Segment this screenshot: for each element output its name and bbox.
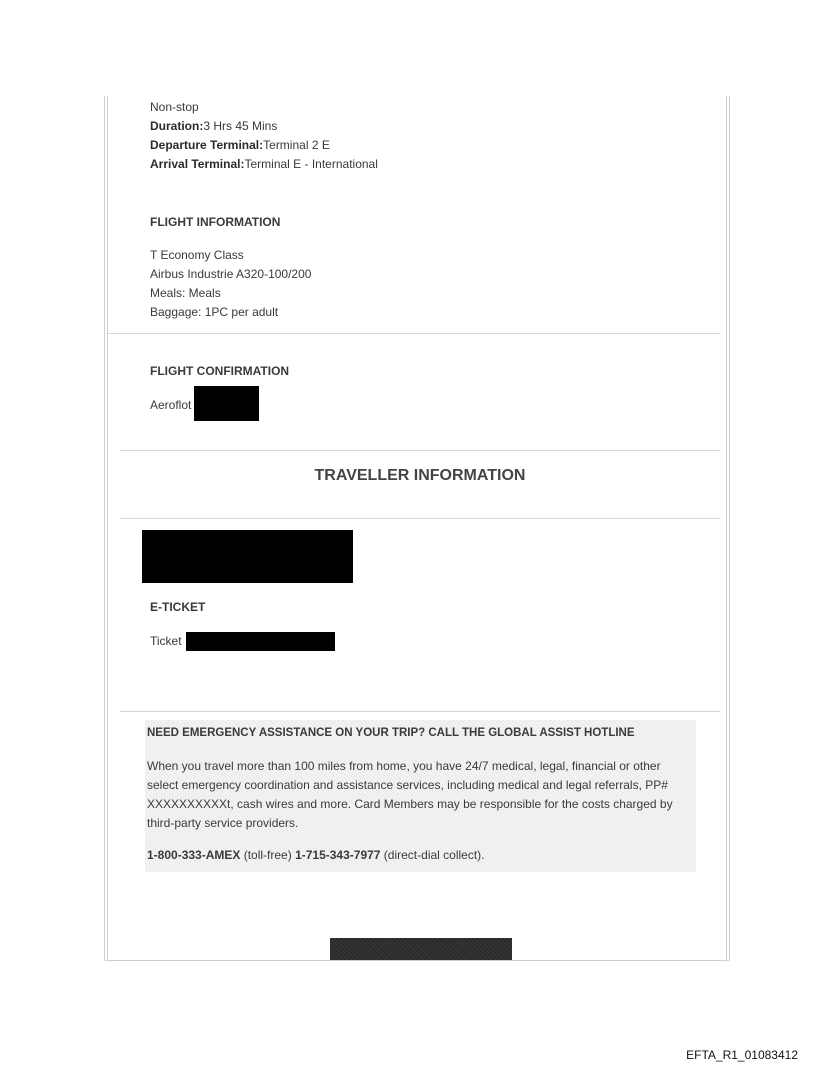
duration-label: Duration: [150, 119, 204, 133]
document-id: EFTA_R1_01083412 [686, 1048, 798, 1062]
departure-terminal-value: Terminal 2 E [263, 138, 330, 152]
emergency-assistance-heading: NEED EMERGENCY ASSISTANCE ON YOUR TRIP? CALL THE GLOBAL ASSIST HOTLINE [147, 727, 635, 739]
traveller-name-redaction [142, 530, 353, 583]
baggage: Baggage: 1PC per adult [150, 305, 279, 319]
direct-dial-phone: 1-715-343-7977 [295, 848, 381, 862]
arrival-terminal [150, 157, 378, 172]
tollfree-note: (toll-free) [240, 848, 296, 862]
divider [120, 711, 720, 712]
flight-stops: Non-stop [150, 100, 199, 114]
divider [120, 450, 720, 451]
flight-information-heading: FLIGHT INFORMATION [150, 215, 281, 229]
departure-terminal-label: Departure Terminal: [150, 138, 264, 152]
emergency-assistance-body: When you travel more than 100 miles from home, you have 24/7 medical, legal, financial or other select emergency coordination and assistance services, including medical and legal referrals, PP# XXXXXXXXXXt, cash wires and more. Card Members may be responsible for the costs charged by third-party service providers. [147, 759, 673, 830]
assistance-phone-numbers [147, 848, 485, 862]
ticket-number-redaction [186, 632, 335, 651]
confirmation-airline: Aeroflot [150, 398, 192, 412]
traveller-information-heading: TRAVELLER INFORMATION [314, 467, 526, 484]
confirmation-redaction [194, 386, 259, 421]
duration-value: 3 Hrs 45 Mins [203, 119, 278, 133]
meals: Meals: Meals [150, 286, 221, 300]
divider [120, 518, 720, 519]
departure-terminal [150, 138, 330, 153]
ticket-label: Ticket [150, 634, 182, 648]
emergency-assistance-box [145, 720, 696, 872]
flight-confirmation-heading: FLIGHT CONFIRMATION [150, 364, 290, 378]
direct-dial-note: (direct-dial collect). [380, 848, 485, 862]
arrival-terminal-value: Terminal E - International [244, 157, 378, 171]
tollfree-phone: 1-800-333-AMEX [147, 848, 241, 862]
divider [108, 333, 720, 334]
cabin-class: T Economy Class [150, 248, 244, 262]
aircraft-type: Airbus Industrie A320-100/200 [150, 267, 312, 281]
e-ticket-heading: E-TICKET [150, 600, 206, 614]
bottom-redaction-bar [330, 938, 512, 960]
flight-duration [150, 119, 277, 134]
arrival-terminal-label: Arrival Terminal: [150, 157, 245, 171]
